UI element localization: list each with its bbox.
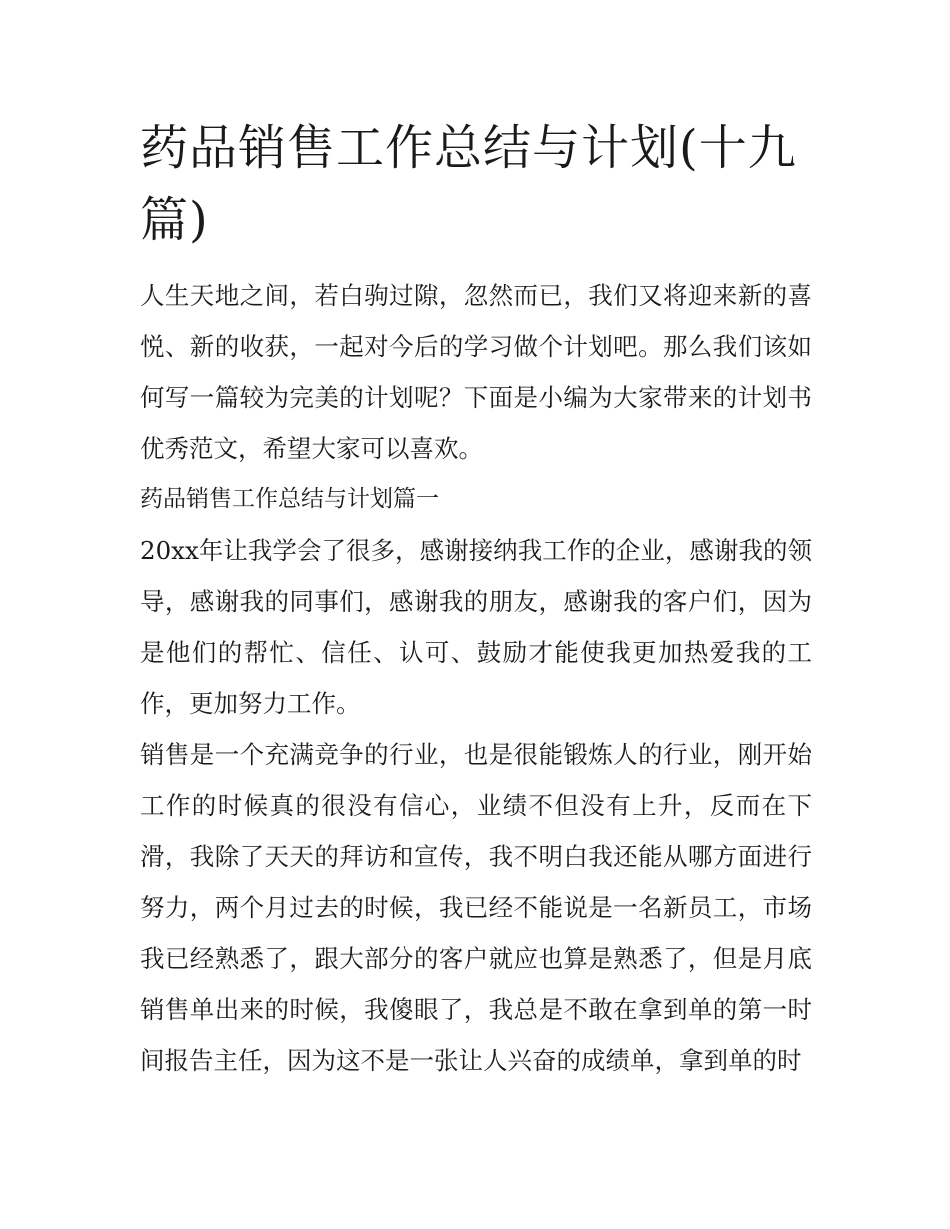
body-paragraph: 销售是一个充满竞争的行业，也是很能锻炼人的行业，刚开始工作的时候真的很没有信心，业绩不但没有上升，反而在下滑，我除了天天的拜访和宣传，我不明白我还能从哪方面进行努力，两个月过去的时候，我已经不能说是一名新员工，市场我已经熟悉了，跟大部分的客户就应也算是熟悉了，但是月底销售单出来的时候，我傻眼了，我总是不敢在拿到单的第一时间报告主任，因为这不是一张让人兴奋的成绩单，拿到单的时 — [140, 740, 812, 1075]
body-paragraph: 20xx年让我学会了很多，感谢接纳我工作的企业，感谢我的领导，感谢我的同事们，感谢我的朋友，感谢我的客户们，因为是他们的帮忙、信任、认可、鼓励才能使我更加热爱我的工作，更加努力工作。 — [140, 536, 812, 718]
section-heading: 药品销售工作总结与计划篇一 — [140, 486, 439, 512]
intro-paragraph: 人生天地之间，若白驹过隙，忽然而已，我们又将迎来新的喜悦、新的收获，一起对今后的学习做个计划吧。那么我们该如何写一篇较为完美的计划呢？下面是小编为大家带来的计划书优秀范文，希望大家可以喜欢。 — [140, 281, 812, 463]
document-title: 药品销售工作总结与计划(十九篇) — [140, 120, 797, 248]
document-page — [140, 112, 812, 1086]
